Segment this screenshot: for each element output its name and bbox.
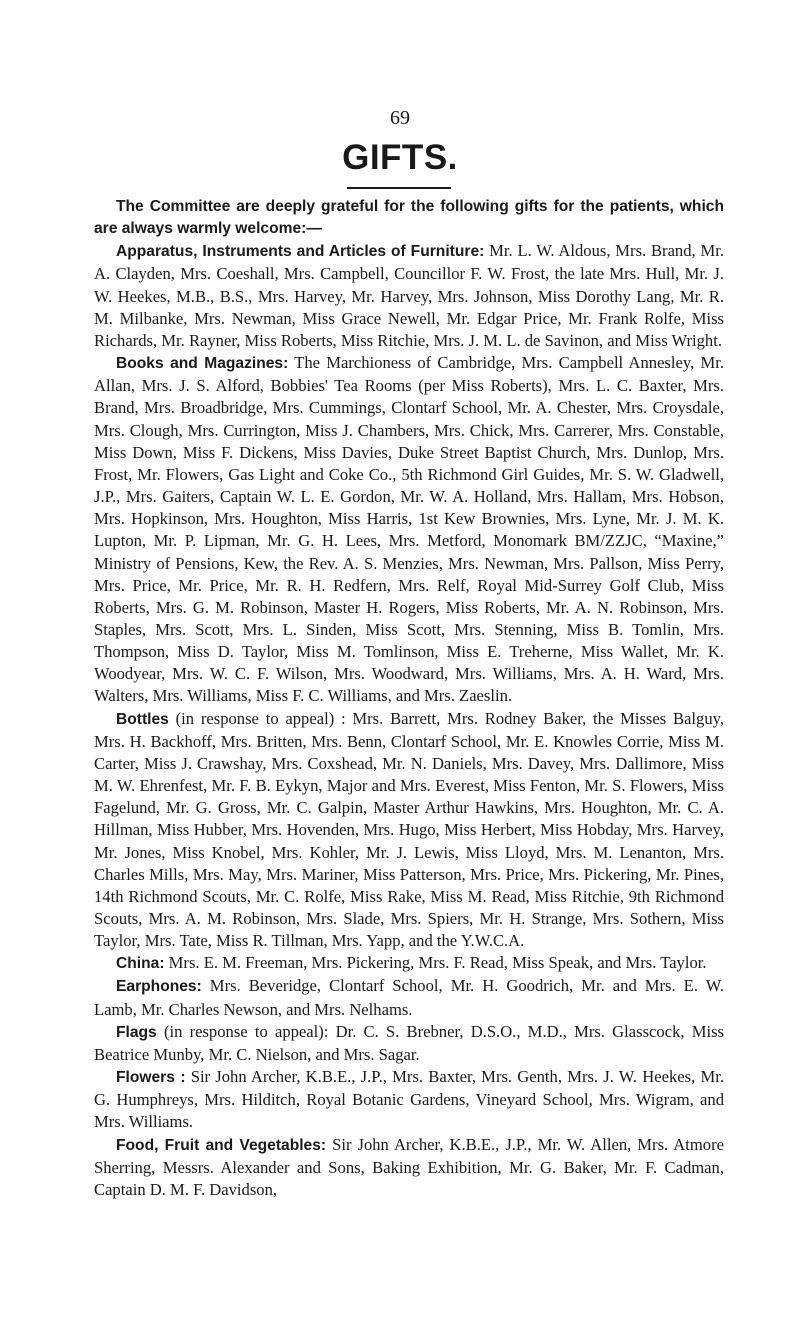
intro-paragraph: The Committee are deeply grateful for the following gifts for the patients, which are always warmly welcome:— [94, 198, 724, 238]
section-bottles [94, 708, 724, 953]
page-number: 69 [390, 107, 410, 129]
section-text: Mrs. E. M. Freeman, Mrs. Pickering, Mrs. F. Read, Miss Speak, and Mrs. Taylor. [164, 953, 707, 973]
section-heading: Earphones: [116, 978, 202, 996]
section-text: (in response to appeal): Dr. C. S. Brebner, D.S.O., M.D., Mrs. Glasscock, Miss Beatrice Munby, Mr. C. Nielson, and Mrs. Sagar. [94, 1021, 724, 1064]
section-text: Sir John Archer, K.B.E., J.P., Mrs. Baxter, Mrs. Genth, Mrs. J. W. Heekes, Mr. G. Humphreys, Mrs. Hilditch, Royal Botanic Gardens, Vineyard School, Mrs. Wigram, and Mrs. Williams. [94, 1067, 724, 1132]
section-apparatus [94, 240, 724, 352]
section-heading: Food, Fruit and Vegetables: [116, 1136, 327, 1154]
section-text: Sir John Archer, K.B.E., J.P., Mr. W. Allen, Mrs. Atmore Sherring, Messrs. Alexander and Sons, Baking Exhibition, Mr. G. Baker, Mr. F. Cadman, Captain D. M. F. Davidson, [94, 1134, 724, 1199]
section-china [94, 952, 724, 975]
page-title: GIFTS. [342, 138, 458, 177]
section-earphones [94, 975, 724, 1020]
section-text: The Marchioness of Cambridge, Mrs. Campbell Annesley, Mr. Allan, Mrs. J. S. Alford, Bobbies' Tea Rooms (per Miss Roberts), Mrs. L. C. Baxter, Mrs. Brand, Mrs. Broadbridge, Mrs. Cummings, Clontarf School, Mr. A. Chester, Mrs. Croysdale, Mrs. Clough, Mrs. Currington, Miss J. Chambers, Mrs. Chick, Mrs. Carrerer, Mrs. Constable, Miss Down, Miss F. Dickens, Miss Davies, Duke Street Baptist Church, Mrs. Dunlop, Mrs. Frost, Mr. Flowers, Gas Light and Coke Co., 5th Richmond Girl Guides, Mr. S. W. Gladwell, J.P., Mrs. Gaiters, Captain W. L. E. Gordon, Mr. W. A. Holland, Mrs. Hallam, Mrs. Hobson, Mrs. Hopkinson, Mrs. Houghton, Miss Harris, 1st Kew Brownies, Mrs. Lyne, Mr. J. M. K. Lupton, Mr. P. Lipman, Mr. G. H. Lees, Mrs. Metford, Monomark BM/ZZJC, “Maxine,” Ministry of Pensions, Kew, the Rev. A. S. Menzies, Mrs. Newman, Mrs. Pallson, Miss Perry, Mrs. Price, Mr. Price, Mr. R. H. Redfern, Mrs. Relf, Royal Mid-Surrey Golf Club, Miss Roberts, Mrs. G. M. Robinson, Master H. Rogers, Miss Roberts, Mr. A. N. Robinson, Mrs. Staples, Mrs. Scott, Mrs. L. Sinden, Miss Scott, Mrs. Stenning, Miss B. Tomlin, Mrs. Thompson, Miss D. Taylor, Miss M. Tomlinson, Miss E. Treherne, Miss Wallet, Mr. K. Woodyear, Mrs. W. C. F. Wilson, Mrs. Woodward, Mrs. Williams, Mrs. A. H. Ward, Mrs. Walters, Mrs. Williams, Miss F. C. Williams, and Mrs. Zaeslin. [94, 353, 724, 706]
gifts-list [94, 196, 724, 1201]
section-heading: Flowers : [116, 1069, 186, 1087]
section-text: (in response to appeal) : Mrs. Barrett, Mrs. Rodney Baker, the Misses Balguy, Mrs. H. Backhoff, Mrs. Britten, Mrs. Benn, Clontarf School, Mr. E. Knowles Corrie, Miss M. Carter, Miss J. Crawshay, Mrs. Coxshead, Mr. N. Daniels, Mrs. Davey, Mrs. Dallimore, Miss M. W. Ehrenfest, Mr. F. B. Eykyn, Major and Mrs. Everest, Miss Fenton, Mr. S. Flowers, Miss Fagelund, Mr. G. Gross, Mr. C. Galpin, Master Arthur Hawkins, Mrs. Houghton, Mr. C. A. Hillman, Miss Hubber, Mrs. Hovenden, Mrs. Hugo, Miss Herbert, Miss Hobday, Mrs. Harvey, Mr. Jones, Miss Knobel, Mrs. Kohler, Mr. J. Lewis, Miss Lloyd, Mrs. M. Lenanton, Mrs. Charles Mills, Mrs. May, Mrs. Mariner, Miss Patterson, Mrs. Price, Mrs. Pickering, Mr. Pines, 14th Richmond Scouts, Mr. C. Rolfe, Miss Rake, Miss M. Read, Miss Ritchie, 9th Richmond Scouts, Mrs. A. M. Robinson, Mrs. Slade, Mrs. Spiers, Mr. H. Strange, Mrs. Sothern, Miss Taylor, Mrs. Tate, Miss R. Tillman, Mrs. Yapp, and the Y.W.C.A. [94, 708, 724, 951]
section-heading: Apparatus, Instruments and Articles of Furniture: [116, 243, 485, 261]
section-text: Mrs. Beveridge, Clontarf School, Mr. H. Goodrich, Mr. and Mrs. E. W. Lamb, Mr. Charles Newson, and Mrs. Nelhams. [94, 976, 724, 1019]
section-flowers [94, 1066, 724, 1133]
section-books [94, 352, 724, 708]
section-food [94, 1134, 724, 1201]
section-heading: Books and Magazines: [116, 355, 289, 373]
section-heading: China: [116, 955, 165, 973]
title-underline [347, 187, 451, 189]
section-flags [94, 1021, 724, 1066]
section-heading: Flags [116, 1023, 157, 1041]
section-text: Mr. L. W. Aldous, Mrs. Brand, Mr. A. Clayden, Mrs. Coeshall, Mrs. Campbell, Councillor F. W. Frost, the late Mrs. Hull, Mr. J. W. Heekes, M.B., B.S., Mrs. Harvey, Mr. Harvey, Mrs. Johnson, Miss Dorothy Lang, Mr. R. M. Milbanke, Mrs. Newman, Miss Grace Newell, Mr. Edgar Price, Mr. Frank Rolfe, Miss Richards, Mr. Rayner, Miss Roberts, Miss Ritchie, Mrs. J. M. L. de Savinon, and Miss Wright. [94, 241, 724, 350]
section-heading: Bottles [116, 710, 169, 728]
